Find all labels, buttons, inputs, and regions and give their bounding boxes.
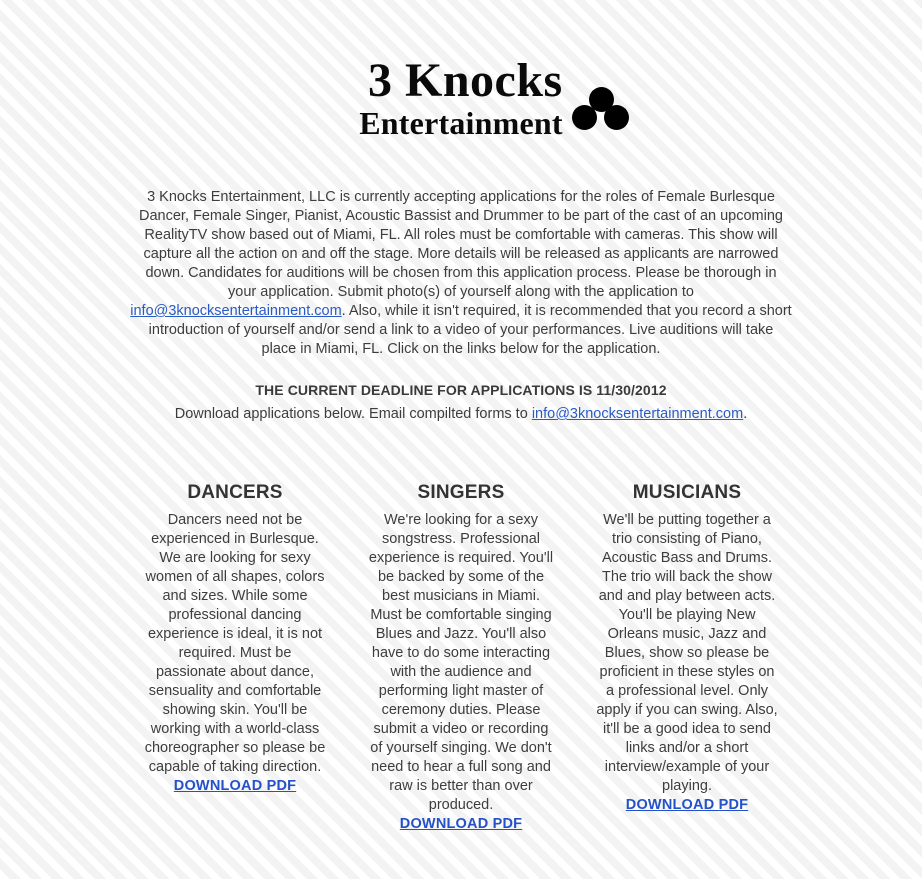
logo-line-primary: 3 Knocks	[368, 54, 563, 107]
download-pdf-musicians-link[interactable]: DOWNLOAD PDF	[625, 797, 749, 813]
role-column-musicians	[594, 482, 780, 813]
role-column-singers	[368, 482, 554, 832]
deadline-heading: THE CURRENT DEADLINE FOR APPLICATIONS IS 11/30/2012	[255, 382, 667, 398]
logo-wordmark	[359, 56, 562, 140]
deadline-block	[111, 359, 811, 424]
role-title-dancers: DANCERS	[187, 482, 283, 503]
intro-paragraph	[130, 140, 792, 359]
role-columns	[93, 424, 829, 832]
intro-text-part-1: 3 Knocks Entertainment, LLC is currently accepting applications for the roles of Female Burlesque Dancer, Female Singer, Pianist, Acoustic Bassist and Drummer to be part of the cast of an upcoming RealityTV show based out of Miami, FL. All roles must be comfortable with cameras. This show will capture all the action on and off the stage. More details will be released as applicants are narrowed down. Candidates for auditions will be chosen from this application process. Please be thorough in your application. Submit photo(s) of yourself along with the application to	[139, 189, 783, 300]
download-pdf-singers-wrap	[368, 815, 554, 832]
role-title-musicians: MUSICIANS	[632, 482, 742, 503]
download-pdf-singers-link[interactable]: DOWNLOAD PDF	[399, 816, 523, 832]
role-body-dancers: Dancers need not be experienced in Burlesque. We are looking for sexy women of all shapes, colors and sizes. While some professional dancing experience is ideal, it is not required. Must be passionate about dance, sensuality and comfortable showing skin. You'll be working with a world-class choreographer so please be capable of taking direction.	[144, 512, 326, 775]
deadline-text-part-1: Download applications below. Email compilted forms to	[174, 406, 532, 422]
download-pdf-dancers-wrap	[142, 777, 328, 794]
role-title-singers: SINGERS	[417, 482, 505, 503]
dot-bottom-right	[604, 105, 629, 130]
role-body-singers: We're looking for a sexy songstress. Professional experience is required. You'll be backed by some of the best musicians in Miami. Must be comfortable singing Blues and Jazz. You'll also have to do some interacting with the audience and performing light master of ceremony duties. Please submit a video or recording of yourself singing. We don't need to hear a full song and raw is better than over produced.	[368, 512, 554, 813]
logo-inner	[359, 56, 562, 140]
three-dots-icon	[571, 76, 633, 134]
deadline-email-link[interactable]: info@3knocksentertainment.com	[531, 406, 744, 422]
deadline-subtext	[111, 400, 811, 424]
download-pdf-musicians-wrap	[594, 796, 780, 813]
logo-line-secondary: Entertainment	[359, 105, 563, 141]
intro-text-part-2: . Also, while it isn't required, it is recommended that you record a short introduction of yourself and/or send a link to a video of your performances. Live auditions will take place in Miami, FL. Click on the links below for the application.	[148, 303, 792, 357]
download-pdf-dancers-link[interactable]: DOWNLOAD PDF	[173, 778, 297, 794]
role-column-dancers	[142, 482, 328, 794]
role-body-musicians: We'll be putting together a trio consisting of Piano, Acoustic Bass and Drums. The trio will back the show and and play between acts. You'll be playing New Orleans music, Jazz and Blues, show so please be proficient in these styles on a professional level. Only apply if you can swing. Also, it'll be a good idea to send links and/or a short interview/example of your playing.	[596, 512, 778, 794]
intro-email-link[interactable]: info@3knocksentertainment.com	[130, 303, 342, 319]
deadline-text-part-2: .	[743, 406, 748, 422]
dot-bottom-left	[572, 105, 597, 130]
site-logo	[0, 0, 922, 140]
